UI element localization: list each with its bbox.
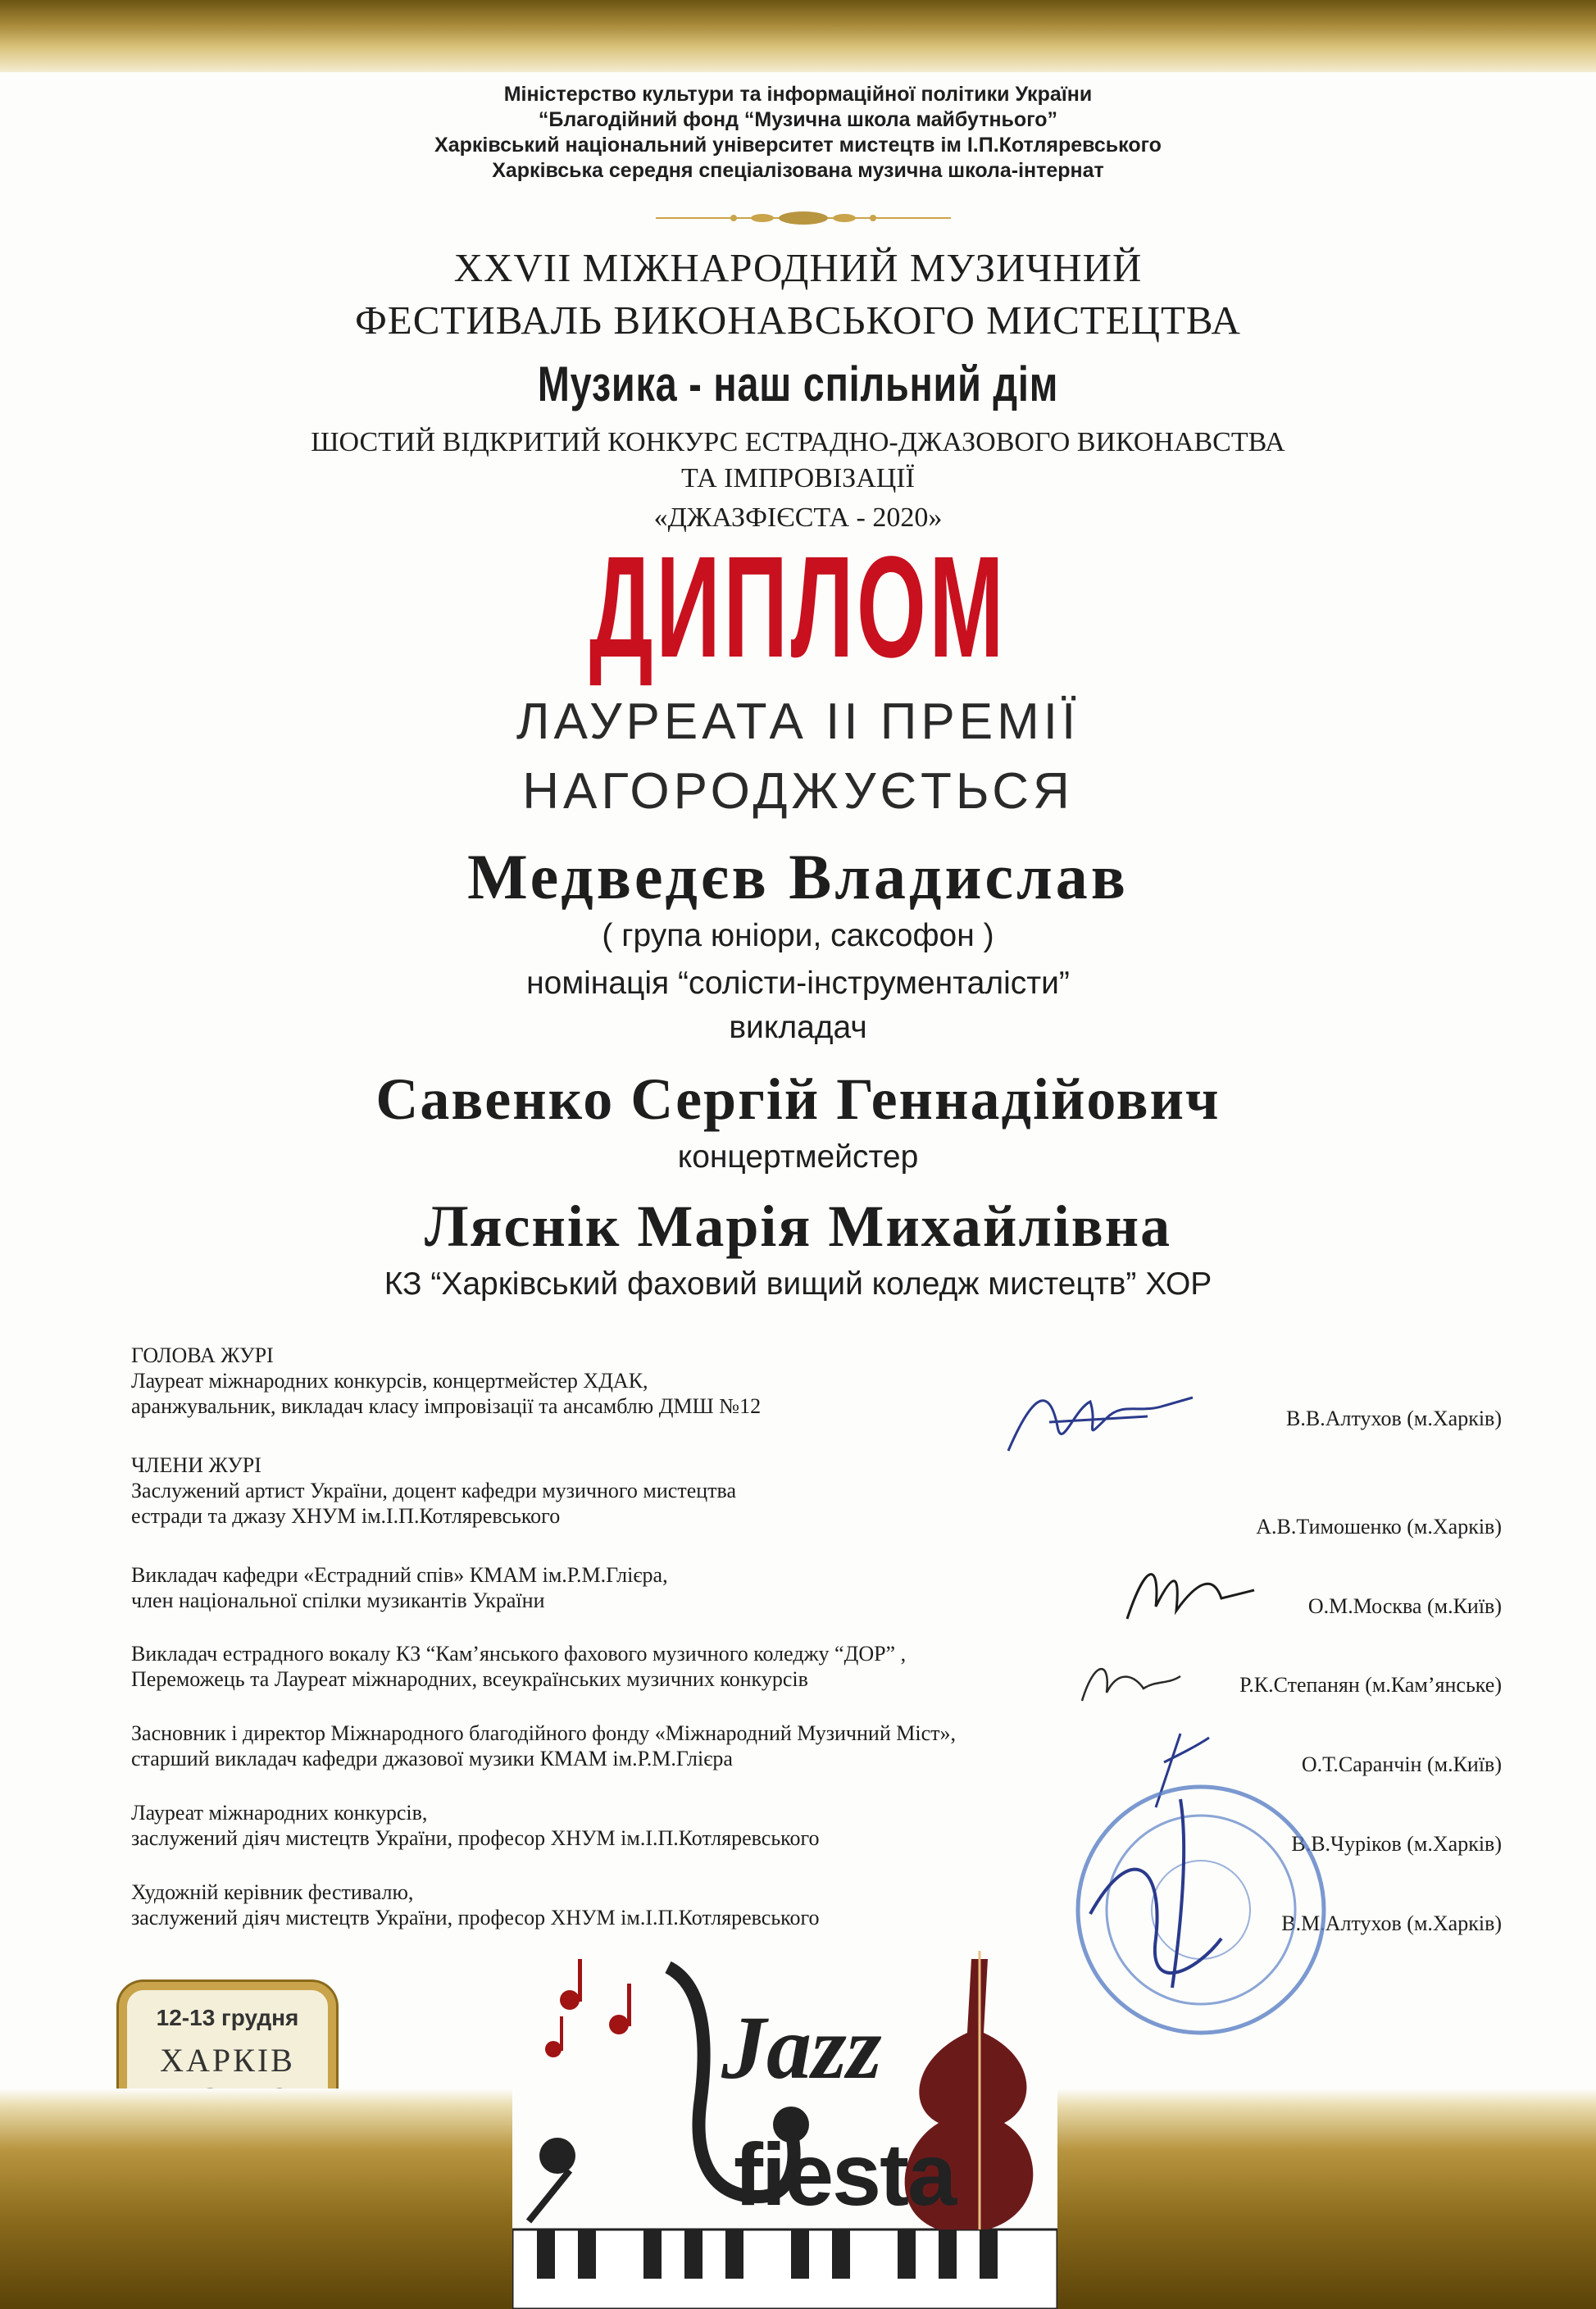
jury-member-2-block	[131, 1562, 668, 1613]
jury-member-6-title-2: заслужений діяч мистецтв України, професор ХНУМ ім.І.П.Котляревського	[131, 1906, 820, 1929]
jury-member-2-name: О.М.Москва (м.Київ)	[1307, 1594, 1502, 1618]
jury-member-1-block	[131, 1452, 736, 1529]
accompanist-name: Ляснік Марія Михайлівна	[424, 1193, 1172, 1259]
logo-word-jazz: Jazz	[721, 1998, 882, 2098]
jury-member-3-title: Викладач естрадного вокалу КЗ “Кам’янського фахового музичного коледжу “ДОР” ,	[131, 1642, 907, 1666]
accompanist-label: концертмейстер	[677, 1139, 919, 1175]
jury-member-1-name: А.В.Тимошенко (м.Харків)	[1256, 1515, 1502, 1539]
jury-member-2-title: Викладач кафедри «Естрадний спів» КМАМ ім.Р.М.Глієра,	[131, 1563, 668, 1587]
laureate-group: ( група юніори, саксофон )	[602, 918, 994, 953]
jury-member-6-name: В.М.Алтухов (м.Харків)	[1281, 1911, 1502, 1935]
jury-member-5-title: Лауреат міжнародних конкурсів,	[131, 1801, 428, 1825]
diploma-title: ДИПЛОМ	[589, 527, 1007, 688]
nomination: номінація “солісти-інструменталісти”	[526, 966, 1070, 1001]
official-stamp	[1057, 1725, 1328, 2078]
teacher-name: Савенко Сергій Геннадійович	[375, 1066, 1221, 1132]
jury-member-6-title: Художній керівник фестивалю,	[131, 1880, 414, 1904]
festival-title-line1: XXVII МІЖНАРОДНИЙ МУЗИЧНИЙ	[453, 245, 1143, 290]
jury-chair-heading: ГОЛОВА ЖУРІ	[131, 1343, 274, 1367]
contest-line1: ШОСТИЙ ВІДКРИТИЙ КОНКУРС ЕСТРАДНО-ДЖАЗОВОГО ВИКОНАВСТВА	[311, 427, 1285, 457]
jury-member-3-block	[131, 1641, 906, 1692]
jury-member-5-name: В.В.Чуріков (м.Харків)	[1291, 1832, 1502, 1856]
badge-dates: 12-13 грудня	[156, 2005, 299, 2030]
signature-member-2	[1123, 1549, 1262, 1631]
signature-chair	[1000, 1377, 1197, 1467]
jury-member-4-title: Засновник і директор Міжнародного благодійного фонду «Міжнародний Музичний Міст»,	[131, 1721, 956, 1745]
jury-member-4-name: О.Т.Саранчін (м.Київ)	[1301, 1752, 1502, 1776]
teacher-label: викладач	[729, 1010, 867, 1045]
jury-member-4-title-2: старший викладач кафедри джазової музики КМАМ ім.Р.М.Глієра	[131, 1747, 733, 1770]
award-level: ЛАУРЕАТА ІІ ПРЕМІЇ	[516, 693, 1080, 750]
festival-slogan: Музика - наш спільний дім	[537, 357, 1059, 411]
jury-chair-title-2: аранжувальник, викладач класу імпровізації та ансамблю ДМШ №12	[131, 1394, 762, 1418]
jury-member-3-title-2: Переможець та Лауреат міжнародних, всеукраїнських музичних конкурсів	[131, 1667, 808, 1691]
festival-title-line2: ФЕСТИВАЛЬ ВИКОНАВСЬКОГО МИСТЕЦТВА	[355, 298, 1241, 343]
institution: КЗ “Харківський фаховий вищий коледж мистецтв” ХОР	[384, 1266, 1212, 1302]
awarded-label: НАГОРОДЖУЄТЬСЯ	[522, 763, 1074, 820]
jury-member-1-title: Заслужений артист України, доцент кафедри музичного мистецтва	[131, 1479, 736, 1502]
jury-chair-block	[131, 1343, 761, 1419]
jury-member-2-title-2: член національної спілки музикантів України	[131, 1589, 545, 1612]
jury-member-5-block	[131, 1800, 820, 1851]
header-line-university: Харківський національний університет мистецтв ім І.П.Котляревського	[434, 134, 1162, 157]
jury-members-heading: ЧЛЕНИ ЖУРІ	[131, 1453, 261, 1477]
logo-word-fiesta: fiesta	[734, 2125, 956, 2224]
badge-city: ХАРКІВ	[160, 2042, 295, 2079]
logo-artwork	[512, 1934, 1057, 2309]
top-gold-band	[0, 0, 1596, 72]
contest-line3: «ДЖАЗФІЄСТА - 2020»	[653, 502, 943, 533]
jury-member-4-block	[131, 1720, 956, 1771]
contest-line2: ТА ІМПРОВІЗАЦІЇ	[681, 463, 915, 493]
jury-member-6-block	[131, 1879, 820, 1930]
jury-member-1-title-2: естради та джазу ХНУМ ім.І.П.Котляревського	[131, 1504, 561, 1528]
divider-ornament	[656, 209, 951, 227]
jury-chair-title: Лауреат міжнародних конкурсів, концертмейстер ХДАК,	[131, 1369, 648, 1393]
laureate-name: Медведєв Владислав	[467, 841, 1129, 912]
header-line-school: Харківська середня спеціалізована музична школа-інтернат	[492, 159, 1104, 182]
header-line-ministry: Міністерство культури та інформаційної політики України	[503, 83, 1093, 106]
header-line-fund: “Благодійний фонд “Музична школа майбутнього”	[538, 108, 1058, 131]
jazz-fiesta-logo	[512, 1934, 1057, 2309]
signature-member-3	[1078, 1652, 1184, 1717]
jury-chair-name: В.В.Алтухов (м.Харків)	[1286, 1407, 1502, 1430]
jury-member-5-title-2: заслужений діяч мистецтв України, професор ХНУМ ім.І.П.Котляревського	[131, 1826, 820, 1850]
jury-member-3-name: Р.К.Степанян (м.Кам’янське)	[1239, 1673, 1502, 1697]
